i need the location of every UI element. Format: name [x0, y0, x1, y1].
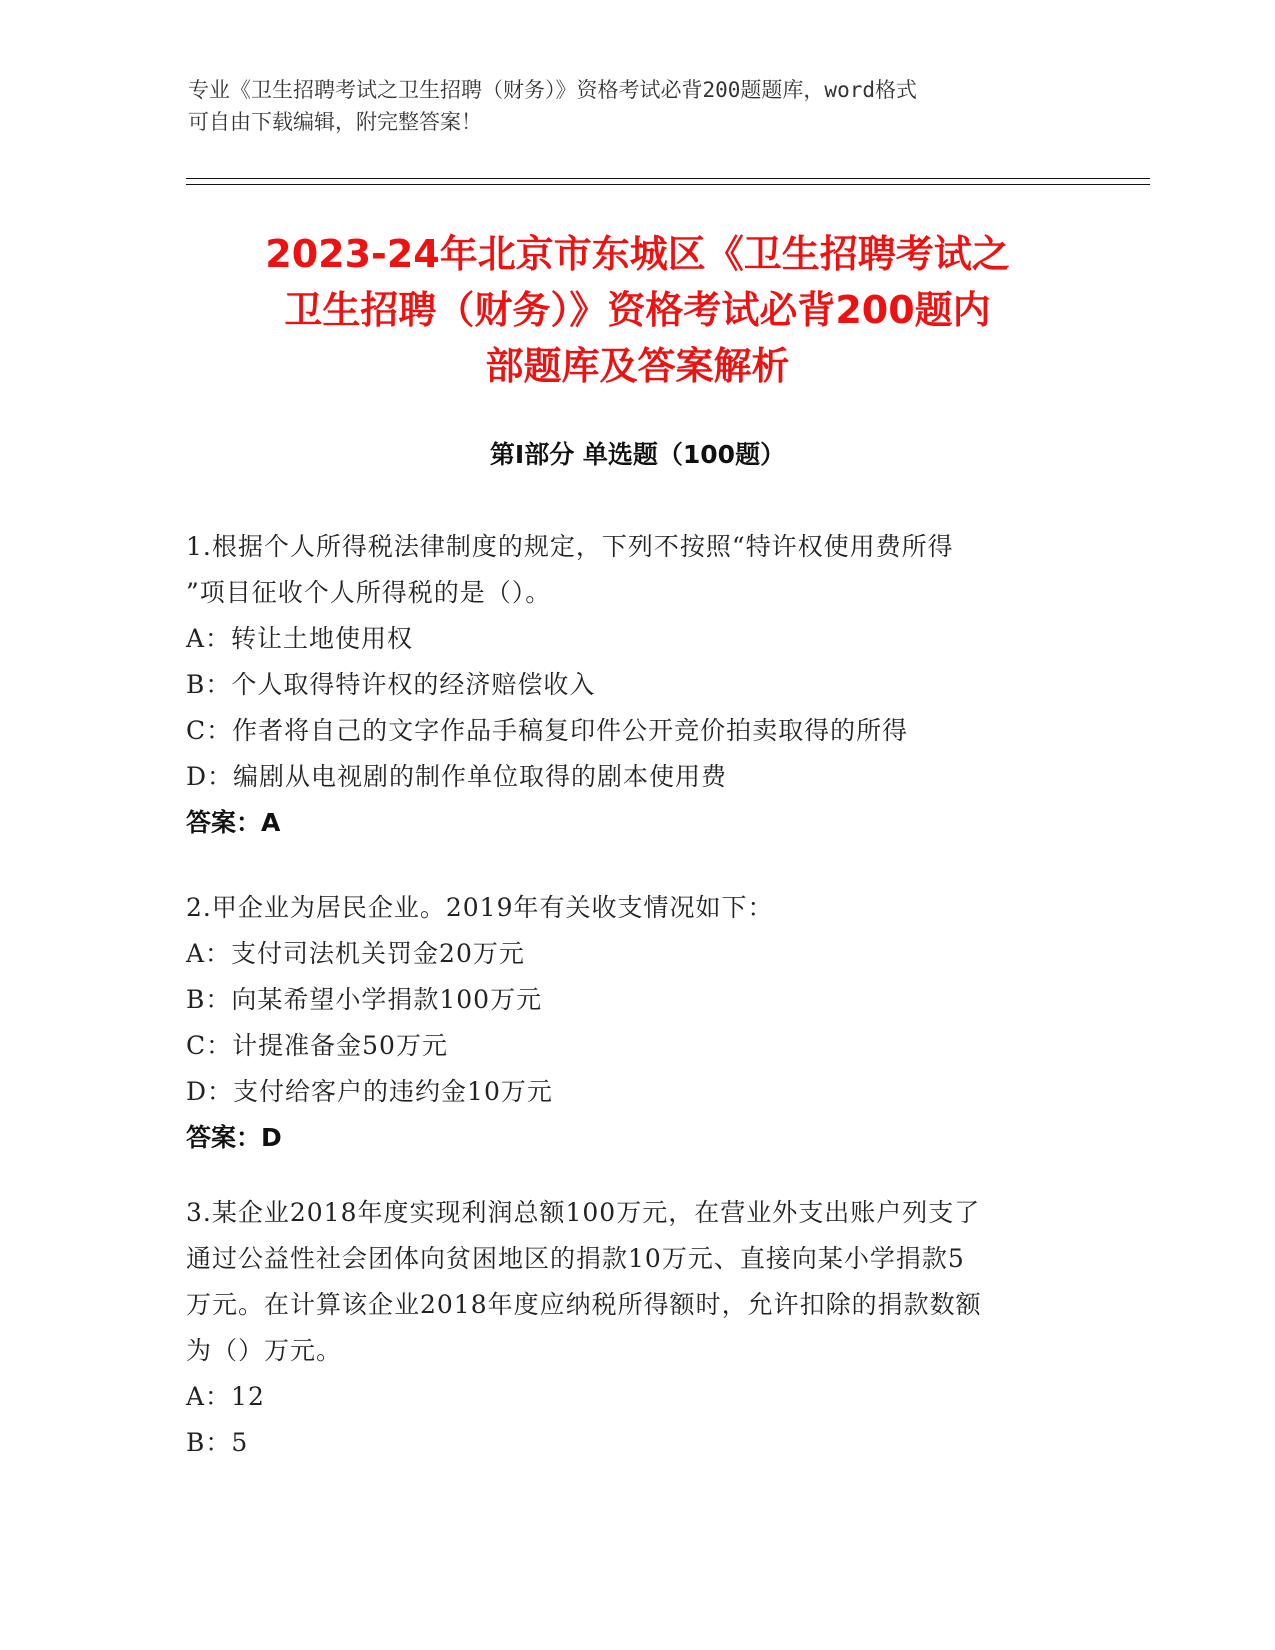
question-2-option-d: D：支付给客户的违约金10万元: [186, 1077, 553, 1106]
document-title: [160, 226, 1115, 394]
question-1-answer: 答案：A: [186, 808, 281, 837]
header-note-line-1: 专业《卫生招聘考试之卫生招聘（财务）》资格考试必背200题题库，word格式: [188, 78, 917, 102]
title-line-2: 卫生招聘（财务）》资格考试必背200题内: [284, 288, 991, 332]
question-1: [186, 524, 1086, 846]
question-3: [186, 1190, 1086, 1466]
question-3-text-line-1: 3.某企业2018年度实现利润总额100万元，在营业外支出账户列支了: [186, 1198, 981, 1227]
question-1-option-a: A：转让土地使用权: [186, 624, 414, 653]
question-1-option-c: C：作者将自己的文字作品手稿复印件公开竞价拍卖取得的所得: [186, 716, 909, 745]
header-rule-bottom: [186, 184, 1150, 185]
question-1-text-line-2: ”项目征收个人所得税的是（）。: [186, 578, 552, 607]
question-2-option-a: A：支付司法机关罚金20万元: [186, 939, 525, 968]
header-note: [188, 74, 1068, 138]
question-2-text-line-1: 2.甲企业为居民企业。2019年有关收支情况如下：: [186, 893, 774, 922]
question-3-text-line-4: 为（）万元。: [186, 1336, 343, 1365]
question-3-text-line-3: 万元。在计算该企业2018年度应纳税所得额时，允许扣除的捐款数额: [186, 1290, 982, 1319]
question-2-answer: 答案：D: [186, 1123, 282, 1152]
question-2: [186, 885, 1086, 1161]
question-2-option-c: C：计提准备金50万元: [186, 1031, 448, 1060]
header-note-line-2: 可自由下载编辑，附完整答案！: [188, 110, 482, 134]
section-title: 第Ⅰ部分 单选题（100题）: [489, 440, 786, 469]
header-rule-top: [186, 178, 1150, 179]
question-1-option-b: B：个人取得特许权的经济赔偿收入: [186, 670, 596, 699]
question-3-option-a: A：12: [186, 1382, 265, 1411]
title-line-1: 2023-24年北京市东城区《卫生招聘考试之: [265, 232, 1010, 276]
question-3-option-b: B：5: [186, 1428, 249, 1457]
title-line-3: 部题库及答案解析: [485, 344, 790, 388]
question-1-text-line-1: 1.根据个人所得税法律制度的规定，下列不按照“特许权使用费所得: [186, 532, 954, 561]
question-3-text-line-2: 通过公益性社会团体向贫困地区的捐款10万元、直接向某小学捐款5: [186, 1244, 965, 1273]
question-2-option-b: B：向某希望小学捐款100万元: [186, 985, 543, 1014]
question-1-option-d: D：编剧从电视剧的制作单位取得的剧本使用费: [186, 762, 728, 791]
